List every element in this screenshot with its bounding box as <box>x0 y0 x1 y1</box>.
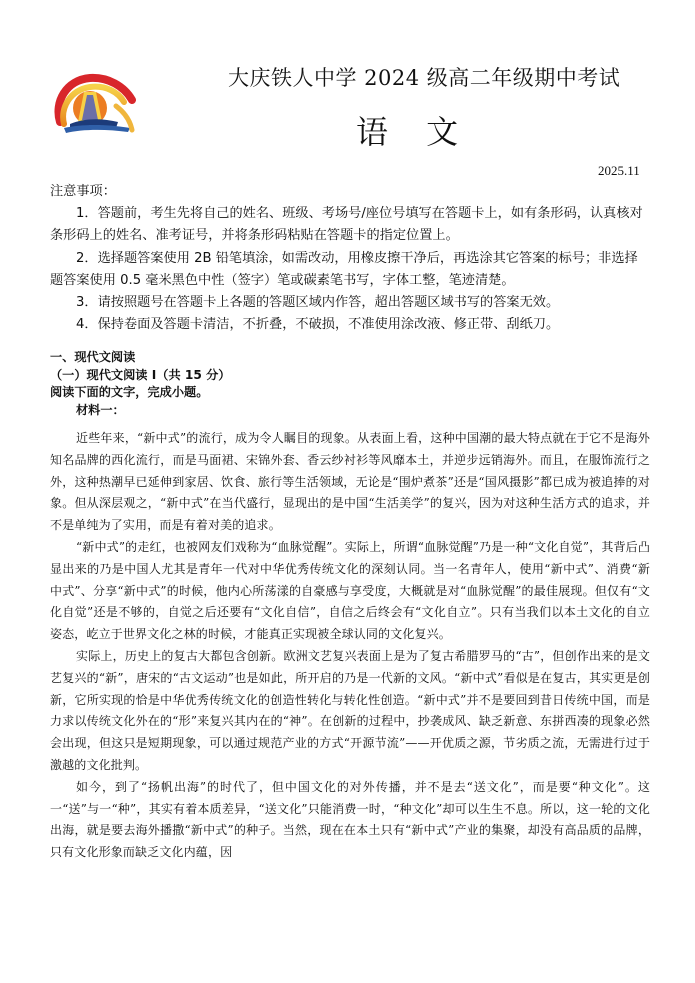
exam-notes <box>50 181 650 336</box>
passage-paragraph: “新中式”的走红，也被网友们戏称为“血脉觉醒”。实际上，所谓“血脉觉醒”乃是一种“文化自觉”，其背后凸显出来的乃是中国人尤其是青年一代对中华优秀传统文化的深刻认同。当一名青年人，使用“新中式”、消费“新中式”、分享“新中式”的时候，他内心所荡漾的自豪感与享受度，大概就是对“血脉觉醒”的最佳展现。但仅有“文化自觉”还是不够的，自觉之后还要有“文化自信”，自信之后终会有“文化自立”。只有当我们以本土文化的自立姿态，屹立于世界文化之林的时候，才能真正实现被全球认同的文化复兴。 <box>50 539 650 642</box>
school-logo <box>50 72 146 144</box>
school-logo-graphic <box>50 72 146 144</box>
sub-title: （一）现代文阅读 I（共 15 分） <box>50 367 231 382</box>
part-title: 一、现代文阅读 <box>50 350 136 364</box>
material-label: 材料一： <box>76 402 125 417</box>
note-item: 3．请按照题号在答题卡上各题的答题区域内作答，超出答题区域书写的答案无效。 <box>76 295 560 311</box>
passage-paragraph: 近些年来，“新中式”的流行，成为令人瞩目的现象。从表面上看，这种中国潮的最大特点就在于它不是海外知名品牌的西化流行，而是马面裙、宋锦外套、香云纱衬衫等风靡本土，并逆步远销海外。而且，在服饰流行之外，这种热潮早已延伸到家居、饮食、旅行等生活领域，无论是“围炉煮茶”还是“国风摄影”都已成为被追捧的对象。但从深层观之，“新中式”在当代盛行，显现出的是中国“生活美学”的复兴，因为对这种生活方式的追求，并不是单纯为了实用，而是有着对美的追求。 <box>50 431 650 533</box>
reading-passage <box>50 428 650 864</box>
note-item: 1．答题前，考生先将自己的姓名、班级、考场号/座位号填写在答题卡上，如有条形码，认真核对条形码上的姓名、准考证号，并将条形码粘贴在答题卡的指定位置上。 <box>50 206 643 244</box>
notes-heading: 注意事项： <box>50 184 116 199</box>
school-exam-title: 大庆铁人中学 2024 级高二年级期中考试 <box>228 66 621 90</box>
passage-paragraph: 实际上，历史上的复古大都包含创新。欧洲文艺复兴表面上是为了复古希腊罗马的“古”，但创作出来的是文艺复兴的“新”，唐宋的“古文运动”也是如此，所开启的乃是一代新的文风。“新中式”看似是在复古，其实更是创新，它所实现的恰是中华优秀传统文化的创造性转化与转化性创造。“新中式”并不是要回到昔日传统中国，而是力求以传统文化外在的“形”来复兴其内在的“神”。在创新的过程中，抄袭成风、缺乏新意、东拼西凑的现象必然会出现，但这只是短期现象，可以通过规范产业的方式“开源节流”——开优质之源，节劣质之流，无需进行过于激越的文化批判。 <box>50 648 650 772</box>
section-header <box>50 349 650 419</box>
note-item: 2．选择题答案使用 2B 铅笔填涂，如需改动，用橡皮擦干净后，再选涂其它答案的标号；非选择题答案使用 0.5 毫米黑色中性（签字）笔或碳素笔书写，字体工整，笔迹清楚。 <box>50 250 638 288</box>
reading-instruction: 阅读下面的文字，完成小题。 <box>50 385 209 399</box>
exam-date: 2025.11 <box>598 163 640 178</box>
subject-title: 语 文 <box>356 113 473 151</box>
passage-paragraph: 如今，到了“扬帆出海”的时代了，但中国文化的对外传播，并不是去“送文化”，而是要“种文化”。这一“送”与一“种”，其实有着本质差异，“送文化”只能消费一时，“种文化”却可以生生不息。所以，这一轮的文化出海，就是要去海外播撒“新中式”的种子。当然，现在在本土只有“新中式”产业的集聚，却没有高品质的品牌，只有文化形象而缺乏文化内蕴，因 <box>50 779 650 860</box>
note-item: 4．保持卷面及答题卡清洁，不折叠，不破损，不准使用涂改液、修正带、刮纸刀。 <box>76 317 560 333</box>
